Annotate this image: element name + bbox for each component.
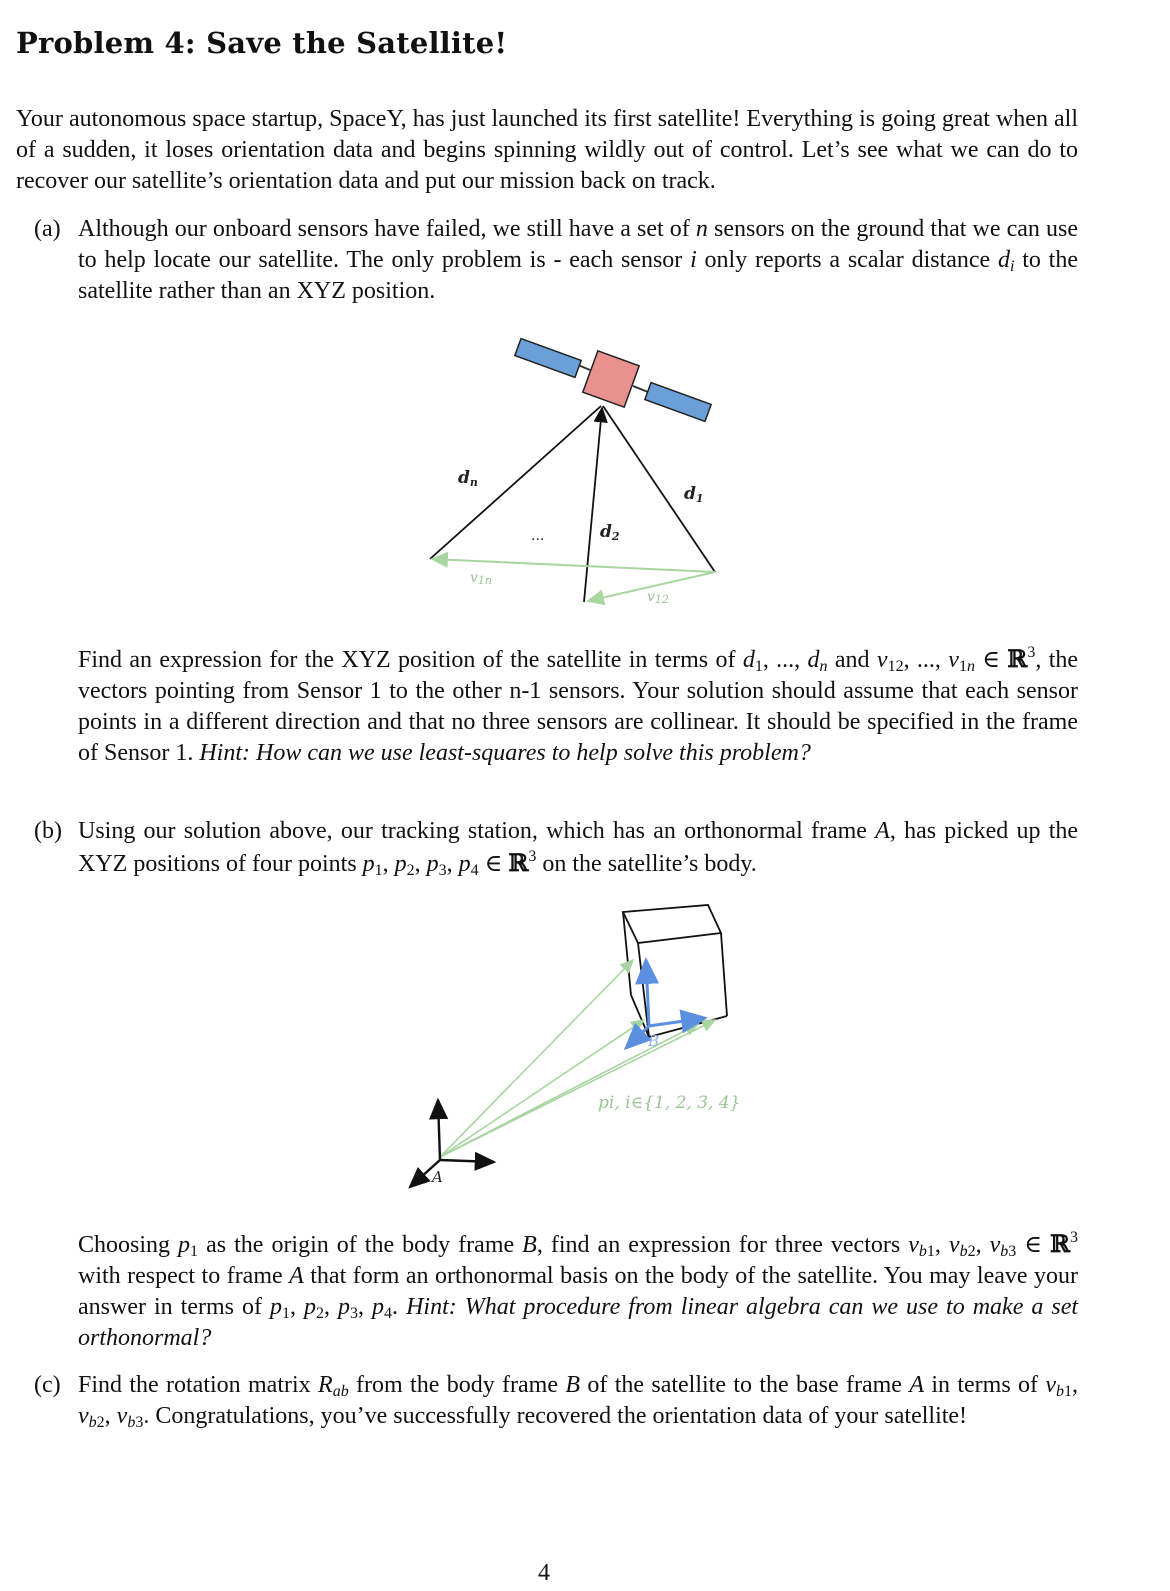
part-c-label: (c) (34, 1372, 61, 1398)
label-dn: dn (458, 468, 478, 489)
part-c-text: Find the rotation matrix $R_{ab}$ from the body frame B of the satellite to the base frame A in terms of $v_{b1}$, $v_{b2}$, $v_{b3}$. Congratulations, you’ve successfully recovered the orientation data of your satellite! (78, 1372, 1078, 1431)
distance-line-d2 (584, 408, 602, 602)
satellite-body (583, 351, 639, 407)
base-frame-axis-x (440, 1160, 494, 1162)
satellite-icon (515, 339, 711, 422)
label-frame-b: B (648, 1032, 660, 1050)
distance-line-d1 (603, 406, 715, 572)
base-frame-axis-z (438, 1100, 440, 1160)
point-vector-4 (440, 1020, 715, 1157)
part-a-label: (a) (34, 216, 61, 242)
part-a-text: Although our onboard sensors have failed, we still have a set of n sensors on the ground that we can use to help locate our satellite. The only problem is - each sensor i only reports a scalar distance $d_i$ to the satellite rather than an XYZ position. (78, 216, 1079, 304)
label-d1: d1 (684, 484, 704, 505)
part-b-text: Using our solution above, our tracking station, which has an orthonormal frame A, has picked up the XYZ positions of four points $p_1$, $p_2$, $p_3$, $p_4$ ∈ ℝ$^3$ on the satellite’s body. (78, 818, 1079, 879)
label-points: pi, i∈{1, 2, 3, 4} (598, 1093, 741, 1113)
intro-paragraph: Your autonomous space startup, SpaceY, has just launched its first satellite! Everything is going great when all of a sudden, it loses orientation data and begins spinning wildly out of control. Let’s see what we can do to recover our satellite’s orientation data and put our mission back on track. (16, 106, 1078, 194)
solar-panel-left (515, 339, 581, 378)
label-d2: d2 (600, 522, 620, 543)
problem-title: Problem 4: Save the Satellite! (16, 26, 508, 60)
satellite-box (623, 905, 727, 1037)
label-frame-a: A (432, 1168, 443, 1186)
solar-panel-right (645, 383, 711, 422)
part-b-question: Choosing $p_1$ as the origin of the body frame B, find an expression for three vectors $v_{b1}$, $v_{b2}$, $v_{b3}$ ∈ ℝ$^3$ with respect to frame A that form an orthonormal basis on the body of the satellite. You may leave your answer in terms of $p_1$, $p_2$, $p_3$, $p_4$. Hint: What procedure from linear algebra can we use to make a set orthonormal? (78, 1229, 1079, 1351)
part-a-question: Find an expression for the XYZ position of the satellite in terms of $d_1$, ..., $d_n$ and $v_{12}$, ..., $v_{1n}$ ∈ ℝ$^3$, the vectors pointing from Sensor 1 to the other n-1 sensors. Your solution should assume that each sensor points in a different direction and that no three sensors are collinear. It should be specified in the frame of Sensor 1. Hint: How can we use least-squares to help solve this problem? (78, 644, 1079, 766)
point-vector-1 (440, 960, 633, 1157)
frames-figure (410, 905, 740, 1187)
label-v12: v12 (647, 589, 669, 606)
label-ellipsis: ... (531, 528, 545, 544)
point-vector-2 (440, 1020, 644, 1157)
distance-line-dn (430, 406, 601, 559)
label-v1n: v1n (470, 570, 493, 587)
part-b-label: (b) (34, 818, 62, 844)
page-number: 4 (538, 1560, 550, 1586)
